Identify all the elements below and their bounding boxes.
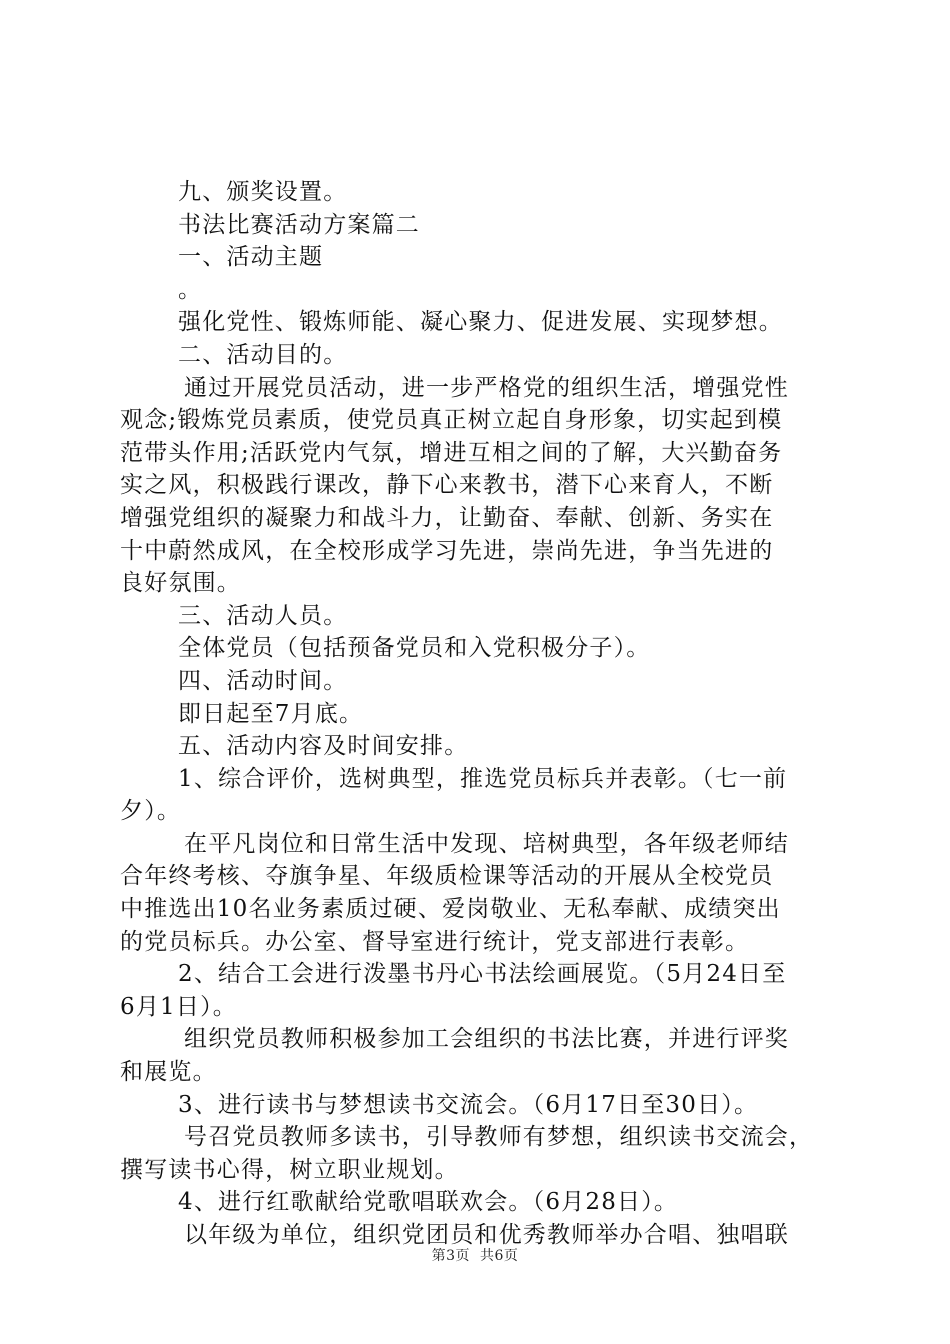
document-title: 书法比赛活动方案篇二 <box>178 211 420 238</box>
paragraph-line: 观念;锻炼党员素质，使党员真正树立起自身形象，切实起到模 <box>120 407 783 434</box>
section-heading: 四、活动时间。 <box>178 667 348 694</box>
paragraph-line: 合年终考核、夺旗争星、年级质检课等活动的开展从全校党员 <box>120 863 774 890</box>
text-line: 全体党员（包括预备党员和入党积极分子）。 <box>178 635 651 662</box>
section-heading: 九、颁奖设置。 <box>178 179 348 205</box>
paragraph-line: 号召党员教师多读书，引导教师有梦想，组织读书交流会， <box>184 1124 814 1151</box>
text-line: 。 <box>178 276 203 303</box>
text-line: 强化党性、锻炼师能、凝心聚力、促进发展、实现梦想。 <box>178 309 783 336</box>
page-footer <box>0 1245 950 1265</box>
paragraph-line: 以年级为单位，组织党团员和优秀教师举办合唱、独唱联 <box>184 1222 789 1248</box>
subheading-line: 4、进行红歌献给党歌唱联欢会。（6月28日）。 <box>178 1189 679 1216</box>
section-heading: 二、活动目的。 <box>178 341 348 368</box>
subheading-line: 1、综合评价，选树典型，推选党员标兵并表彰。（七一前 <box>178 765 788 792</box>
section-heading: 三、活动人员。 <box>178 602 348 629</box>
subheading-line: 3、进行读书与梦想读书交流会。（6月17日至30日）。 <box>178 1091 759 1118</box>
section-heading: 五、活动内容及时间安排。 <box>178 733 469 760</box>
subheading-line: 夕）。 <box>120 798 182 825</box>
paragraph-line: 通过开展党员活动，进一步严格党的组织生活，增强党性 <box>184 374 789 401</box>
document-body <box>120 176 840 1252</box>
paragraph-line: 撰写读书心得，树立职业规划。 <box>120 1156 459 1183</box>
text-line: 即日起至7月底。 <box>178 700 364 727</box>
paragraph-line: 的党员标兵。办公室、督导室进行统计，党支部进行表彰。 <box>120 928 750 955</box>
subheading-line: 6月1日）。 <box>120 993 237 1020</box>
paragraph-line: 中推选出10名业务素质过硬、爱岗敬业、无私奉献、成绩突出 <box>120 896 781 923</box>
paragraph-line: 十中蔚然成风，在全校形成学习先进，崇尚先进，争当先进的 <box>120 537 774 564</box>
paragraph-line: 良好氛围。 <box>120 570 241 597</box>
paragraph-line: 范带头作用;活跃党内气氛，增进互相之间的了解，大兴勤奋务 <box>120 439 783 466</box>
paragraph-line: 在平凡岗位和日常生活中发现、培树典型，各年级老师结 <box>184 830 789 857</box>
paragraph-line: 增强党组织的凝聚力和战斗力，让勤奋、奉献、创新、务实在 <box>120 504 774 531</box>
section-heading: 一、活动主题 <box>178 244 324 271</box>
page-number: 第3页 <box>431 1248 470 1264</box>
paragraph-line: 组织党员教师积极参加工会组织的书法比赛，并进行评奖 <box>184 1026 789 1053</box>
page-total: 共6页 <box>480 1248 519 1264</box>
subheading-line: 2、结合工会进行泼墨书丹心书法绘画展览。（5月24日至 <box>178 961 787 988</box>
paragraph-line: 和展览。 <box>120 1059 217 1086</box>
paragraph-line: 实之风，积极践行课改，静下心来教书，潜下心来育人，不断 <box>120 472 774 499</box>
